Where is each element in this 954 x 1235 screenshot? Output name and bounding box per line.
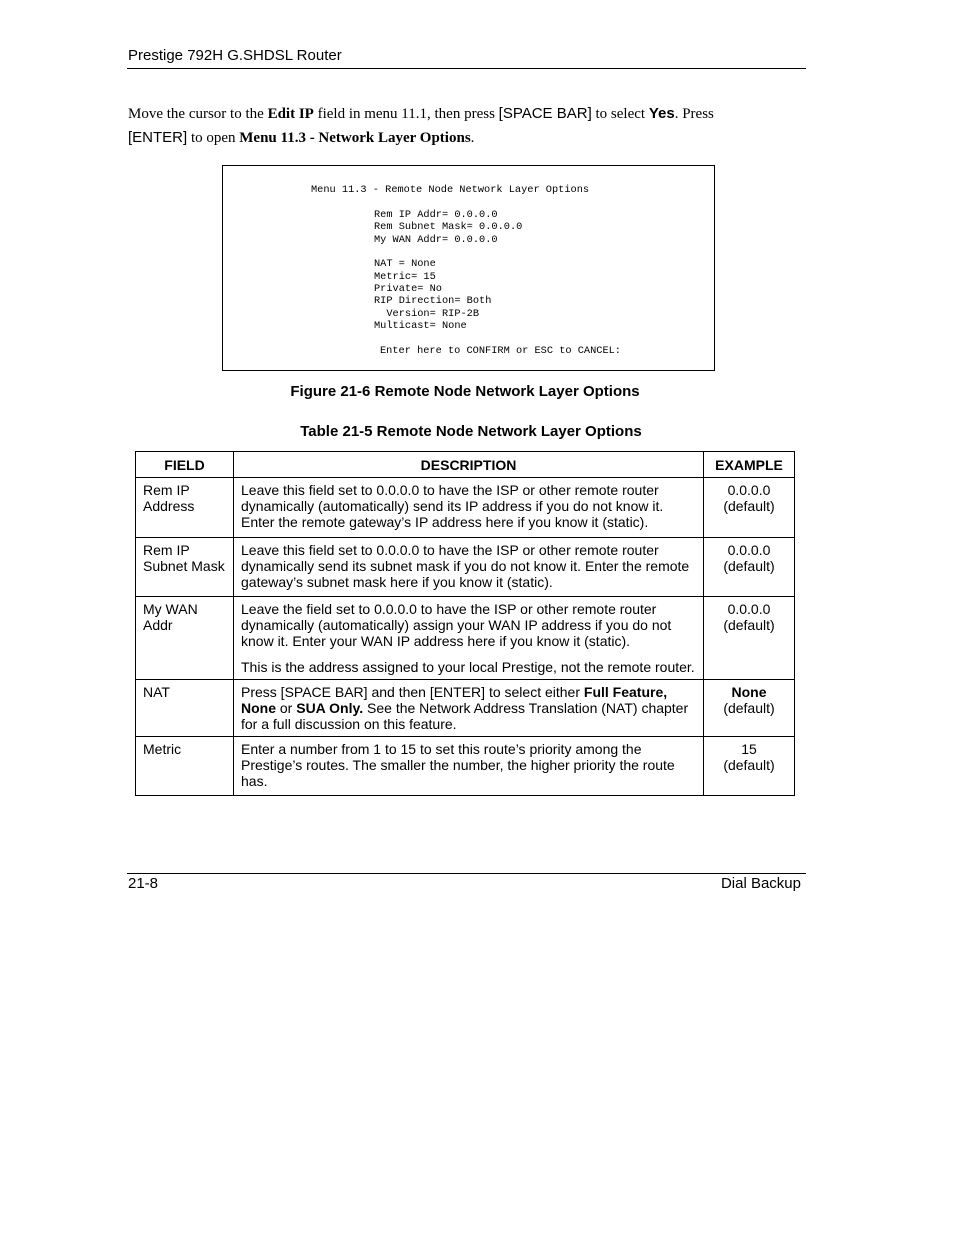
intro-text: field in menu 11.1, then press	[313, 106, 499, 122]
figure-caption: Figure 21-6 Remote Node Network Layer Options	[290, 383, 640, 400]
example-value: 0.0.0.0	[727, 482, 771, 498]
options-table	[135, 451, 795, 796]
running-header-title: Prestige 792H G.SHDSL Router	[128, 47, 342, 64]
example-note: (default)	[723, 498, 775, 514]
field-name: Rem IP Address	[136, 478, 234, 538]
description-text: or	[276, 700, 297, 716]
field-description: Leave this field set to 0.0.0.0 to have the ISP or other remote router dynamically (automatically) send its IP address if you do not know it. Enter the remote gateway’s IP address here if you know it (static).	[234, 478, 704, 538]
intro-value-yes: Yes	[648, 105, 675, 122]
header-rule	[127, 68, 806, 69]
description-text: Press [SPACE BAR] and then [ENTER] to select either	[241, 684, 584, 700]
terminal-prompt: Enter here to CONFIRM or ESC to CANCEL:	[380, 345, 621, 357]
field-name: Metric	[136, 737, 234, 796]
terminal-line: RIP Direction= Both	[374, 295, 492, 307]
header-example: EXAMPLE	[704, 452, 795, 478]
intro-text: . Press	[674, 106, 714, 122]
example-note: (default)	[723, 700, 775, 716]
description-paragraph: This is the address assigned to your local Prestige, not the remote router.	[241, 659, 695, 675]
intro-text: to open	[187, 130, 240, 146]
terminal-line: Multicast= None	[374, 320, 467, 332]
header-description: DESCRIPTION	[234, 452, 704, 478]
intro-text: .	[470, 130, 475, 146]
option-none: None	[241, 700, 276, 716]
intro-field-name: Edit IP	[267, 106, 314, 122]
terminal-line: Version= RIP-2B	[374, 308, 480, 320]
field-example	[704, 478, 795, 538]
example-note: (default)	[723, 558, 775, 574]
intro-text: Move the cursor to the	[128, 106, 268, 122]
field-description: Enter a number from 1 to 15 to set this route’s priority among the Prestige’s routes. The smaller the number, the higher priority the route has.	[234, 737, 704, 796]
terminal-line: Private= No	[374, 283, 442, 295]
field-description: Leave this field set to 0.0.0.0 to have the ISP or other remote router dynamically send its subnet mask if you do not know it. Enter the remote gateway’s subnet mask here if you know it (static).	[234, 538, 704, 597]
terminal-menu-title: Menu 11.3 - Remote Node Network Layer Options	[311, 184, 590, 196]
table-row	[136, 737, 795, 796]
field-example	[704, 737, 795, 796]
intro-menu-name: Menu 11.3 - Network Layer Options	[239, 130, 471, 146]
field-name: Rem IP Subnet Mask	[136, 538, 234, 597]
chapter-name: Dial Backup	[720, 875, 801, 892]
table-row	[136, 680, 795, 737]
field-name: My WAN Addr	[136, 597, 234, 680]
intro-key-enter: [ENTER]	[128, 129, 188, 146]
header-field: FIELD	[136, 452, 234, 478]
example-note: (default)	[723, 757, 775, 773]
page-number: 21-8	[128, 875, 159, 892]
terminal-line: NAT = None	[374, 258, 436, 270]
terminal-screen	[222, 165, 715, 371]
example-value: 0.0.0.0	[727, 601, 771, 617]
option-sua-only: SUA Only.	[296, 700, 364, 716]
terminal-line: Rem Subnet Mask= 0.0.0.0	[374, 221, 523, 233]
description-paragraph: Leave the field set to 0.0.0.0 to have the ISP or other remote router dynamically (automatically) assign your WAN IP address if you do not know it. Enter your WAN IP address here if you know it (static).	[241, 601, 672, 649]
intro-paragraph	[128, 102, 768, 150]
field-description	[234, 597, 704, 680]
example-value: None	[731, 684, 767, 700]
table-row	[136, 597, 795, 680]
terminal-line: Metric= 15	[374, 271, 436, 283]
example-value: 15	[741, 741, 757, 757]
footer-rule	[127, 873, 806, 874]
intro-text: to select	[591, 106, 649, 122]
table-header-row	[136, 452, 795, 478]
option-full-feature: Full Feature,	[583, 684, 668, 700]
terminal-line: Rem IP Addr= 0.0.0.0	[374, 209, 498, 221]
terminal-line: My WAN Addr= 0.0.0.0	[374, 234, 498, 246]
field-example	[704, 538, 795, 597]
field-description	[234, 680, 704, 737]
field-example	[704, 597, 795, 680]
example-value: 0.0.0.0	[727, 542, 771, 558]
table-row	[136, 538, 795, 597]
intro-key-spacebar: [SPACE BAR]	[498, 105, 592, 122]
table-caption: Table 21-5 Remote Node Network Layer Options	[300, 423, 642, 440]
example-note: (default)	[723, 617, 775, 633]
field-example	[704, 680, 795, 737]
description-text: See the Network Address Translation (NAT) chapter for a full discussion on this feature.	[241, 700, 689, 732]
field-name: NAT	[136, 680, 234, 737]
table-row	[136, 478, 795, 538]
